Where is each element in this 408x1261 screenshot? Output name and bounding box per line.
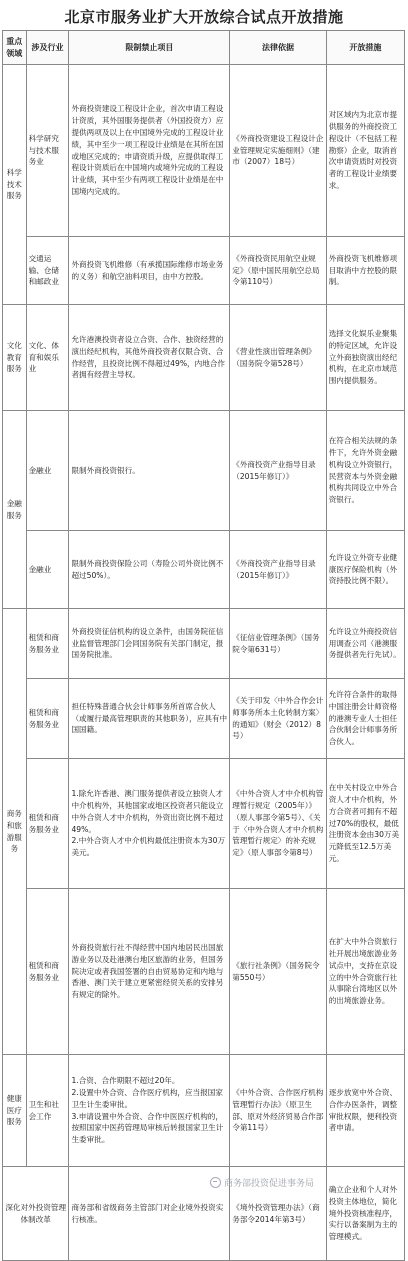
table-row [3, 759, 405, 889]
table-row [3, 1055, 405, 1167]
restrictions-cell: 外商投资征信机构的设立条件，由国务院征信业监督管理部门会同国务院有关部门制定，报国务院批准。 [69, 609, 230, 679]
restrictions-cell: 允许港澳投资者设立合资、合作、独资经营的演出经纪机构，其他外商投资者仅限合资、合作经营，且投资比例不得超过49%，内地合作者拥有经营主导权。 [69, 305, 230, 411]
measures-cell: 在扩大中外合资旅行社开展出境旅游业务试点中，支持在京设立的中外合资旅行社从事除台湾地区以外的出境旅游业务。 [326, 889, 404, 1055]
table-row [3, 237, 405, 305]
table-row [3, 65, 405, 237]
restrictions-cell: 担任特殊普通合伙会计师事务所首席合伙人（或履行最高管理职责的其他职务），应具有中国国籍。 [69, 679, 230, 759]
industry-cell: 租赁和商务服务业 [26, 679, 69, 759]
measures-cell: 在中关村设立中外合资人才中介机构，外方合资者可拥有不超过70%的股权，最低注册资本金由30万美元降低至12.5万美元。 [326, 759, 404, 889]
industry-cell: 金融业 [26, 531, 69, 609]
measures-cell: 允许符合条件的取得中国注册会计师资格的港澳专业人士担任合伙制会计师事务所合伙人。 [326, 679, 404, 759]
area-cell: 文化教育服务 [3, 305, 27, 411]
legal-basis-cell: 《境外投资管理办法》（商务部令2014年第3号） [230, 1167, 326, 1261]
area-cell: 商务和旅游服务 [3, 609, 27, 1055]
legal-basis-cell: 《外商投资建设工程设计企业管理规定实施细则》（建市（2007）18号） [230, 65, 326, 237]
measures-cell: 逐步放宽中外合资、合作办医条件，调整审批权限，便利投资者申请。 [326, 1055, 404, 1167]
industry-cell: 金融业 [26, 411, 69, 531]
legal-basis-cell: 《外商投资民用航空业规定》（原中国民用航空总局令第110号） [230, 237, 326, 305]
measures-cell: 允许设立外商投资信用调查公司（港澳服务提供者先行先试）。 [326, 609, 404, 679]
watermark-text: 商务部投资促进事务局 [224, 1179, 315, 1189]
restrictions-cell: 限制外商投资银行。 [69, 411, 230, 531]
wechat-circle-icon [210, 1177, 221, 1188]
table-row [3, 305, 405, 411]
measures-cell: 外商投资飞机维修项目取消中方控股的限制。 [326, 237, 404, 305]
legal-basis-cell: 《关于印发〈中外合作会计师事务所本土化转制方案〉的通知》（财会（2012）8号） [230, 679, 326, 759]
measures-cell: 允许设立外资专业健康医疗保险机构（外资持股比例不限）。 [326, 531, 404, 609]
legal-basis-cell: 《旅行社条例》（国务院令第550号） [230, 889, 326, 1055]
legal-basis-cell: 《外商投资产业指导目录（2015年修订）》 [230, 411, 326, 531]
legal-basis-cell: 《征信业管理条例》（国务院令第631号） [230, 609, 326, 679]
header-area: 重点领域 [3, 31, 27, 65]
legal-basis-cell: 《营业性演出管理条例》（国务院令第528号） [230, 305, 326, 411]
table-row [3, 609, 405, 679]
legal-basis-cell: 《外商投资产业指导目录（2015年修订）》 [230, 531, 326, 609]
measures-table [2, 30, 405, 1261]
header-legal-basis: 法律依据 [230, 31, 326, 65]
restrictions-cell: 1.合资、合作期限不超过20年。 2.设置中外合资、合作医疗机构，应当报国家卫生计生委审批。 3.申请设置中外合资、合作中医医疗机构的，按照国家中医药管理局审核后转报国家卫生计生委审批。 [69, 1055, 230, 1167]
industry-cell: 租赁和商务服务业 [26, 759, 69, 889]
restrictions-cell: 外商投资飞机维修（有承揽国际维修市场业务的义务）和航空油料项目，由中方控股。 [69, 237, 230, 305]
industry-cell: 交通运输、仓储和邮政业 [26, 237, 69, 305]
header-industry: 涉及行业 [26, 31, 69, 65]
industry-cell: 科学研究与技术服务业 [26, 65, 69, 237]
header-measures: 开放措施 [326, 31, 404, 65]
industry-cell: 租赁和商务服务业 [26, 889, 69, 1055]
restrictions-cell: 商务部和省级商务主管部门对企业境外投资实行核准。 [69, 1167, 230, 1261]
area-cell: 深化对外投资管理体制改革 [3, 1167, 69, 1261]
area-cell: 健康医疗服务 [3, 1055, 27, 1167]
industry-cell: 文化、体育和娱乐业 [26, 305, 69, 411]
legal-basis-cell: 《中外合资、合作医疗机构管理暂行办法》（原卫生部、原对外经济贸易合作部令第11号） [230, 1055, 326, 1167]
table-header-row [3, 31, 405, 65]
industry-cell: 租赁和商务服务业 [26, 609, 69, 679]
table-row [3, 411, 405, 531]
measures-cell: 在符合相关法规的条件下，允许外资金融机构设立外资银行，民营资本与外资金融机构共同设立中外合资银行。 [326, 411, 404, 531]
table-row [3, 889, 405, 1055]
area-cell: 科学技术服务 [3, 65, 27, 305]
restrictions-cell: 外商投资建设工程设计企业，首次申请工程设计资质，其外国服务提供者（外国投资方）应提供两项及以上在中国境外完成的工程设计业绩，其中至少一项工程设计业绩是在其所在国或地区完成的；申请资质升级，应提供取得工程设计资质后在中国境内或境外完成的工程设计业绩，其中至少有两项工程设计业绩是在中国境内完成的。 [69, 65, 230, 237]
measures-cell: 选择文化娱乐业聚集的特定区域，允许设立外商独资演出经纪机构，在北京市域范围内提供服务。 [326, 305, 404, 411]
legal-basis-cell: 《中外合资人才中介机构管理暂行规定（2005年）》（原人事部令第5号）、《关于〈中外合资人才中介机构管理暂行规定〉的补充规定》（原人事部令第8号） [230, 759, 326, 889]
table-row [3, 679, 405, 759]
industry-cell: 卫生和社会工作 [26, 1055, 69, 1167]
table-row [3, 1167, 405, 1261]
area-cell: 金融服务 [3, 411, 27, 609]
header-restrictions: 限制禁止项目 [69, 31, 230, 65]
table-row [3, 531, 405, 609]
restrictions-cell: 1.除允许香港、澳门服务提供者设立独资人才中介机构外，其他国家或地区投资者只能设立中外合资人才中介机构，外资出资比例不超过49%。 2.中外合资人才中介机构最低注册资本为30万美元。 [69, 759, 230, 889]
watermark [210, 1176, 314, 1189]
restrictions-cell: 外商投资旅行社不得经营中国内地居民出国旅游业务以及赴港澳台地区旅游的业务，但国务院决定或者我国签署的自由贸易协定和内地与香港、澳门关于建立更紧密经贸关系的安排另有规定的除外。 [69, 889, 230, 1055]
measures-cell: 对区域内为北京市提供服务的外商投资工程设计（不包括工程勘察）企业，取消首次申请资质时对投资者的工程设计业绩要求。 [326, 65, 404, 237]
page-title: 北京市服务业扩大开放综合试点开放措施 [64, 8, 344, 26]
measures-cell: 确立企业和个人对外投资主体地位，简化境外投资核准程序，实行以备案制为主的管理模式。 [326, 1167, 404, 1261]
restrictions-cell: 限制外商投资保险公司（寿险公司外资比例不超过50%）。 [69, 531, 230, 609]
